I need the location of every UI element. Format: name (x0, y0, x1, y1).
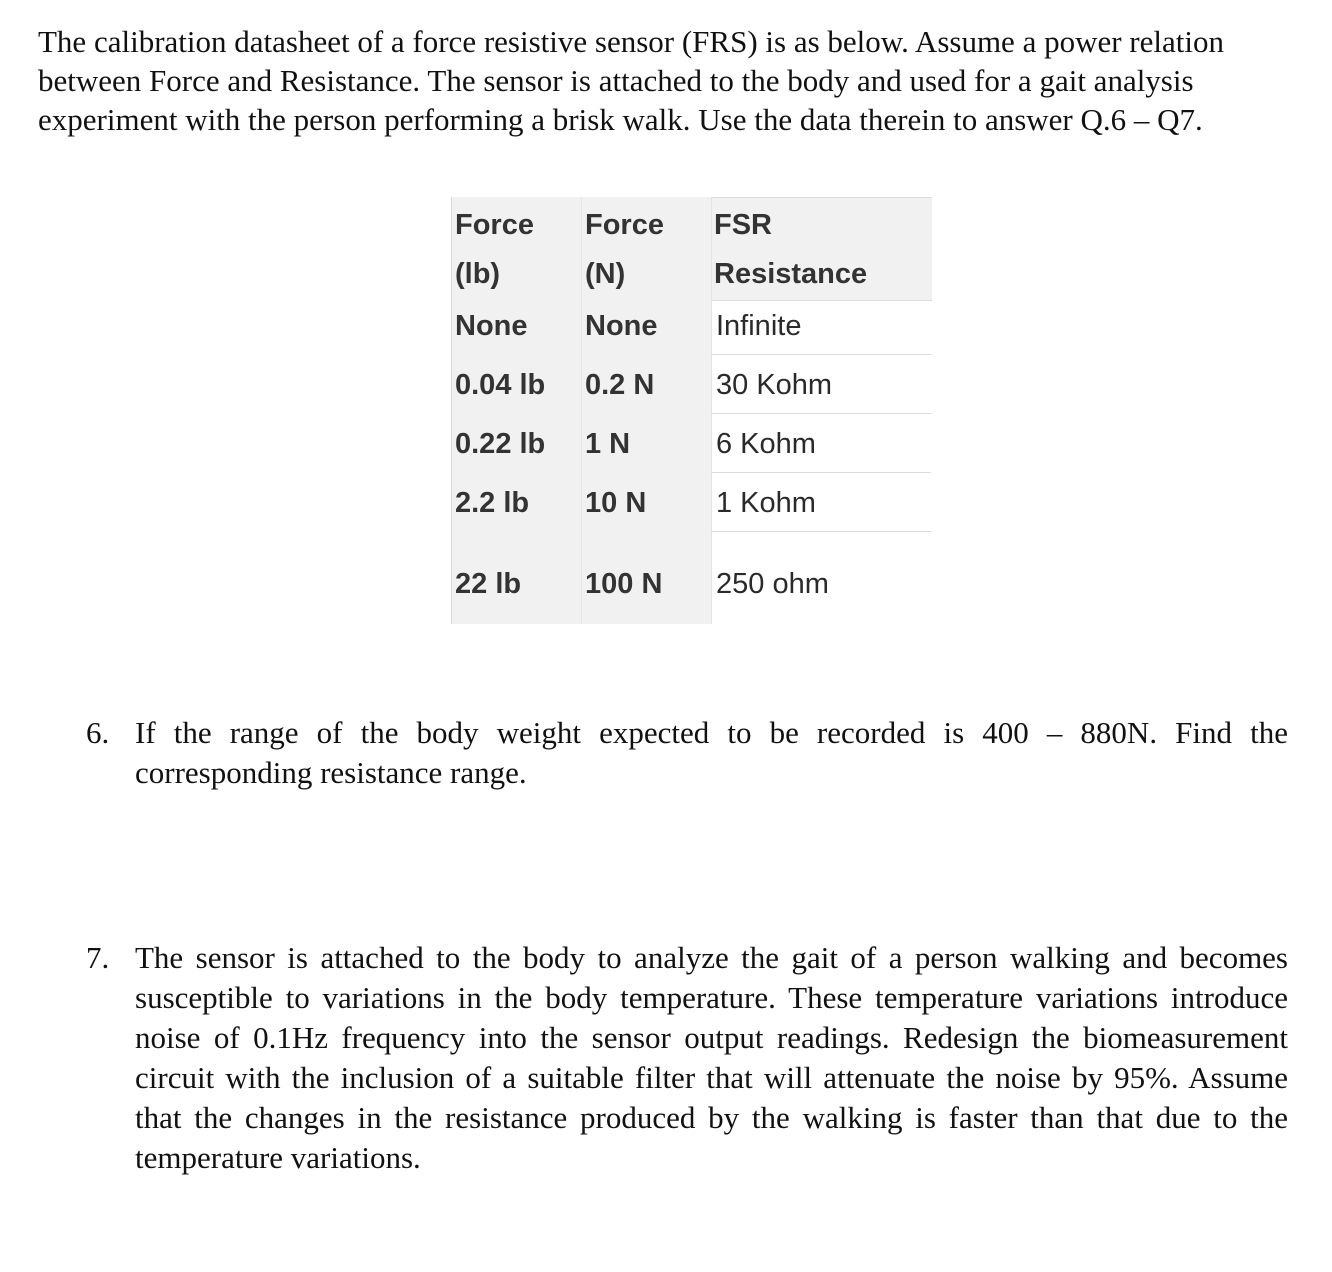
cell-force-n: 100 N (585, 568, 663, 600)
question-6 (86, 713, 1288, 793)
cell-force-lb: 0.04 lb (455, 369, 546, 401)
row-divider (711, 472, 931, 473)
header-force-n: Force (585, 209, 664, 241)
question-text (135, 938, 1288, 1178)
intro-paragraph (38, 22, 1298, 139)
question-line: temperature variations. (135, 1140, 421, 1175)
cell-resistance: 250 ohm (716, 568, 829, 600)
row-divider (711, 354, 931, 355)
row-divider (711, 413, 931, 414)
header-fsr: FSR (714, 209, 772, 241)
header-force-lb-unit: (lb) (455, 258, 501, 290)
resistance-column-border (711, 299, 712, 624)
question-line: If the range of the body weight expected to be recorded is 400 – 880N. Find the (135, 715, 1288, 750)
header-resistance: Resistance (714, 258, 868, 290)
cell-force-lb: 2.2 lb (455, 487, 530, 519)
row-divider (711, 531, 931, 532)
cell-resistance: 30 Kohm (716, 369, 833, 401)
cell-force-n: None (585, 310, 658, 342)
intro-line: experiment with the person performing a brisk walk. Use the data therein to answer Q.6 – Q7. (38, 102, 1203, 137)
intro-line: The calibration datasheet of a force resistive sensor (FRS) is as below. Assume a power relation (38, 24, 1224, 59)
cell-force-lb: None (455, 310, 528, 342)
cell-force-n: 10 N (585, 487, 647, 519)
question-line: that the changes in the resistance produced by the walking is faster than that due to the (135, 1100, 1288, 1135)
cell-force-n: 0.2 N (585, 369, 655, 401)
question-line: circuit with the inclusion of a suitable filter that will attenuate the noise by 95%. Assume (135, 1060, 1288, 1095)
question-number: 7. (86, 940, 110, 975)
question-text (135, 713, 1288, 793)
question-line: susceptible to variations in the body temperature. These temperature variations introduce (135, 980, 1288, 1015)
question-line: corresponding resistance range. (135, 755, 527, 790)
cell-force-n: 1 N (585, 428, 631, 460)
intro-line: between Force and Resistance. The sensor is attached to the body and used for a gait analysis (38, 63, 1194, 98)
question-line: noise of 0.1Hz frequency into the sensor output readings. Redesign the biomeasurement (135, 1020, 1288, 1055)
cell-resistance: Infinite (716, 310, 802, 342)
question-number: 6. (86, 715, 110, 750)
cell-resistance: 1 Kohm (716, 487, 816, 519)
cell-resistance: 6 Kohm (716, 428, 816, 460)
cell-force-lb: 0.22 lb (455, 428, 546, 460)
question-7 (86, 938, 1288, 1178)
calibration-table (451, 197, 931, 624)
header-force-lb: Force (455, 209, 534, 241)
question-line: The sensor is attached to the body to analyze the gait of a person walking and becomes (135, 940, 1288, 975)
header-force-n-unit: (N) (585, 258, 626, 290)
cell-force-lb: 22 lb (455, 568, 522, 600)
